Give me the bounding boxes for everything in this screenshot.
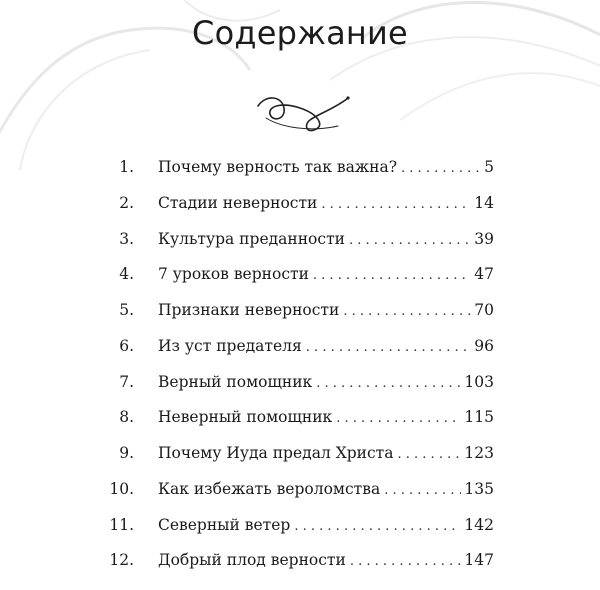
dot-leader — [336, 411, 461, 426]
toc-row[interactable] — [0, 402, 600, 436]
toc-page-number: 103 — [464, 373, 494, 391]
page-title: Содержание — [192, 14, 408, 52]
toc-title: Как избежать вероломства — [158, 480, 381, 498]
toc-row[interactable] — [0, 367, 600, 401]
toc-number: 11. — [109, 516, 134, 534]
toc-page-number: 39 — [474, 230, 494, 248]
toc-title: Из уст предателя — [158, 337, 302, 355]
toc-row[interactable] — [0, 545, 600, 579]
toc-number: 7. — [119, 373, 134, 391]
dot-leader — [321, 197, 471, 212]
toc-title: Верный помощник — [158, 373, 313, 391]
toc-entry — [158, 158, 494, 176]
toc-number: 9. — [119, 444, 134, 462]
dot-leader — [313, 268, 471, 283]
toc-number: 12. — [109, 551, 134, 569]
toc-title: Северный ветер — [158, 516, 291, 534]
toc-page-number: 147 — [464, 551, 494, 569]
toc-page-number: 142 — [464, 516, 494, 534]
toc-title: Стадии неверности — [158, 194, 318, 212]
toc-title: Культура преданности — [158, 230, 345, 248]
toc-row[interactable] — [0, 474, 600, 508]
toc-title: Неверный помощник — [158, 408, 333, 426]
toc-entry — [158, 194, 494, 212]
toc-entry — [158, 373, 494, 391]
dot-leader — [316, 376, 461, 391]
toc-entry — [158, 408, 494, 426]
toc-page-number: 70 — [474, 301, 494, 319]
toc-number: 2. — [119, 194, 134, 212]
toc-number: 6. — [119, 337, 134, 355]
dot-leader — [401, 161, 481, 176]
toc-entry — [158, 265, 494, 283]
dot-leader — [306, 340, 471, 355]
toc-number: 10. — [109, 480, 134, 498]
toc-entry — [158, 230, 494, 248]
toc-title: Почему верность так важна? — [158, 158, 398, 176]
toc-title: Добрый плод верности — [158, 551, 346, 569]
toc-row[interactable] — [0, 438, 600, 472]
toc-row[interactable] — [0, 259, 600, 293]
toc-title: Признаки неверности — [158, 301, 340, 319]
toc-entry — [158, 551, 494, 569]
toc-row[interactable] — [0, 224, 600, 258]
toc-row[interactable] — [0, 295, 600, 329]
toc-entry — [158, 480, 494, 498]
toc-number: 8. — [119, 408, 134, 426]
toc-page-number: 135 — [464, 480, 494, 498]
toc-entry — [158, 337, 494, 355]
toc-page-number: 96 — [474, 337, 494, 355]
dot-leader — [294, 519, 461, 534]
toc-title: 7 уроков верности — [158, 265, 309, 283]
toc-page-number: 115 — [464, 408, 494, 426]
dot-leader — [349, 233, 471, 248]
toc-page-number: 5 — [484, 158, 494, 176]
toc-entry — [158, 301, 494, 319]
dot-leader — [384, 483, 461, 498]
toc-number: 1. — [119, 158, 134, 176]
toc-row[interactable] — [0, 510, 600, 544]
dot-leader — [398, 447, 462, 462]
toc-page-number: 47 — [474, 265, 494, 283]
dot-leader — [343, 304, 471, 319]
toc-number: 3. — [119, 230, 134, 248]
toc-row[interactable] — [0, 331, 600, 365]
toc-row[interactable] — [0, 152, 600, 186]
toc-number: 4. — [119, 265, 134, 283]
toc-page-number: 14 — [474, 194, 494, 212]
toc-row[interactable] — [0, 188, 600, 222]
toc-page-number: 123 — [464, 444, 494, 462]
toc-entry — [158, 516, 494, 534]
toc-title: Почему Иуда предал Христа — [158, 444, 394, 462]
toc-entry — [158, 444, 494, 462]
flourish-ornament-icon — [252, 88, 352, 136]
dot-leader — [350, 554, 462, 569]
toc-number: 5. — [119, 301, 134, 319]
